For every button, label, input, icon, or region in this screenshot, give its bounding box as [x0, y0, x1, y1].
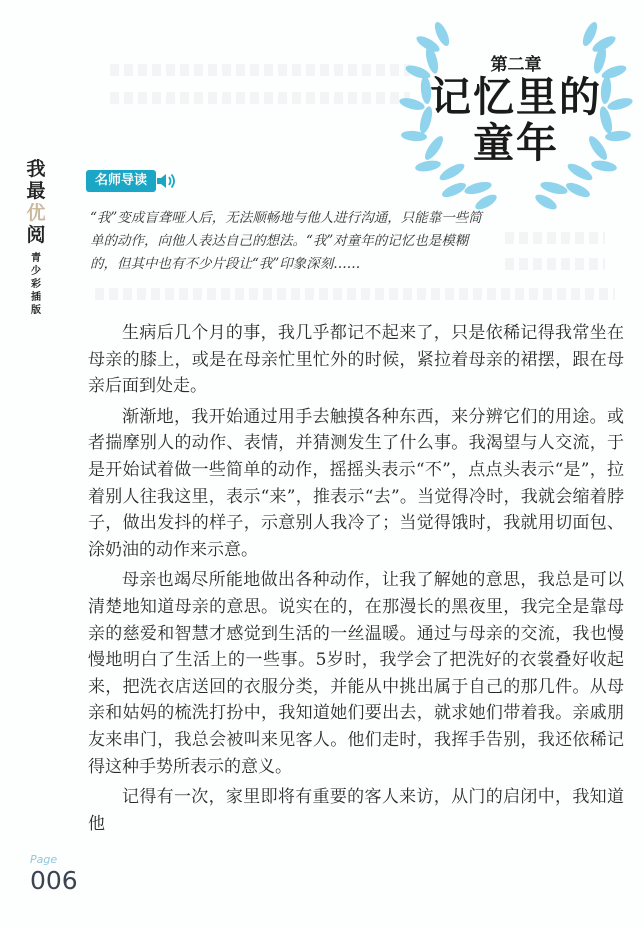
series-sub-char: 版 [31, 305, 41, 316]
paragraph: 记得有一次，家里即将有重要的客人来访，从门的启闭中，我知道他 [88, 787, 624, 834]
paragraph: 生病后几个月的事，我几乎都记不起来了，只是依稀记得我常坐在母亲的膝上，或是在母亲忙里忙外的时候，紧拉着母亲的裙摆，跟在母亲后面到处走。 [88, 323, 624, 397]
series-char: 最 [26, 180, 46, 202]
page-label: Page [30, 853, 58, 866]
series-char: 阅 [26, 224, 46, 246]
guide-text: “我”变成盲聋哑人后，无法顺畅地与他人进行沟通，只能靠一些简单的动作，向他人表达自己的想法。“我”对童年的记忆也是模糊的，但其中也有不少片段让“我”印象深刻…… [90, 210, 482, 272]
chapter-title [398, 74, 634, 166]
series-subtitle [16, 252, 56, 317]
guide-badge: 名师导读 [86, 170, 156, 192]
series-sub-char: 少 [31, 266, 41, 277]
page-number: 006 [30, 866, 78, 895]
series-sub-char: 青 [31, 253, 41, 264]
chapter-title-line: 童年 [473, 119, 559, 167]
series-main-title [16, 158, 56, 246]
series-sub-char: 插 [31, 292, 41, 303]
chapter-title-line: 记忆里的 [430, 73, 602, 121]
series-char: 优 [26, 202, 46, 224]
speaker-icon [155, 171, 177, 191]
paragraph: 渐渐地，我开始通过用手去触摸各种东西，来分辨它们的用途。或者揣摩别人的动作、表情，并猜测发生了什么事。我渴望与人交流，于是开始试着做一些简单的动作，摇摇头表示“不”，点点头表示“是”，拉着别人往我这里，表示“来”，推表示“去”。当觉得冷时，我就会缩着脖子，做出发抖的样子，示意别人我冷了；当觉得饿时，我就用切面包、涂奶油的动作来示意。 [88, 406, 624, 560]
chapter-label: 第二章 [490, 55, 542, 75]
body-text [88, 320, 624, 837]
series-char: 我 [26, 158, 46, 180]
paragraph: 母亲也竭尽所能地做出各种动作，让我了解她的意思，我总是可以清楚地知道母亲的意思。说实在的，在那漫长的黑夜里，我完全是靠母亲的慈爱和智慧才感觉到生活的一丝温暖。通过与母亲的交流，我也慢慢地明白了生活上的一些事。5岁时，我学会了把洗好的衣裳叠好收起来，把洗衣店送回的衣服分类，并能从中挑出属于自己的那几件。从母亲和姑妈的梳洗打扮中，我知道她们要出去，就求她们带着我。亲戚朋友来串门，我总会被叫来见客人。他们走时，我挥手告别，我还依稀记得这种手势所表示的意义。 [88, 570, 624, 777]
series-sub-char: 彩 [31, 279, 41, 290]
series-title [16, 158, 56, 317]
